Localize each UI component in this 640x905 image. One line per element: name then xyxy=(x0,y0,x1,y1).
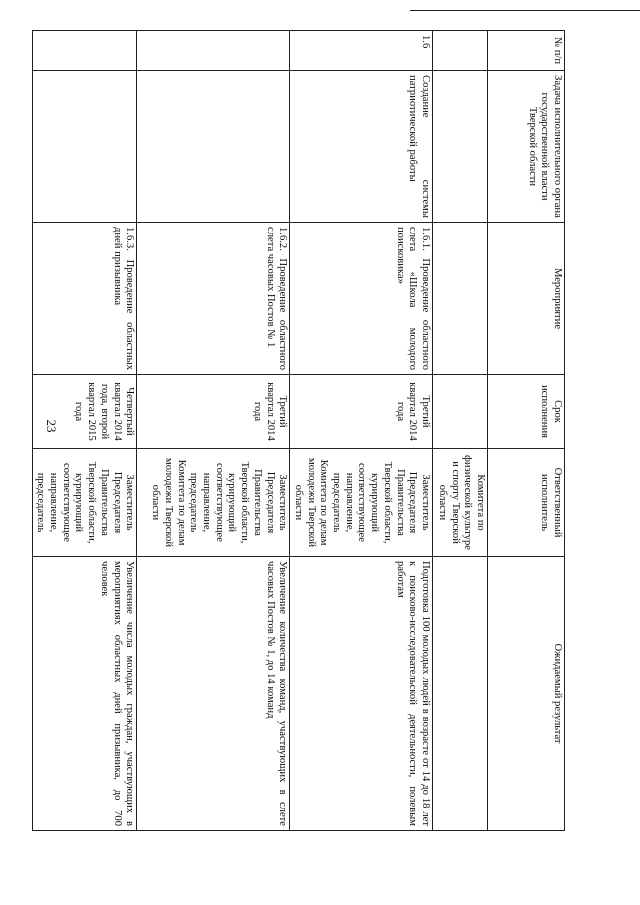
table-row xyxy=(290,31,433,831)
cell-executor: Заместитель Председателя Правительства Тверской области, курирующий соответствующее направление, председатель Комитета по делам молодежи Тверской области xyxy=(290,449,433,557)
cell-term: Третий квартал 2014 года xyxy=(137,375,290,449)
header-task: Задача исполнительного органа государственной власти Тверской области xyxy=(488,71,565,223)
cell-event xyxy=(433,223,488,375)
top-rule xyxy=(410,10,640,11)
header-executor: Ответственный исполнитель xyxy=(488,449,565,557)
cell-num xyxy=(32,31,137,71)
header-event: Мероприятие xyxy=(488,223,565,375)
cell-term: Третий квартал 2014 года xyxy=(290,375,433,449)
cell-event: 1.6.3. Проведение областных дней призывника xyxy=(32,223,137,375)
cell-executor: Комитета по физической культуре и спорту Тверской области xyxy=(433,449,488,557)
table-row xyxy=(433,31,488,831)
table-row xyxy=(137,31,290,831)
cell-term xyxy=(433,375,488,449)
header-num: № п/п xyxy=(488,31,565,71)
cell-executor: Заместитель Председателя Правительства Тверской области, курирующий соответствующее направление, председатель Комитета по делам молодежи Тверской области xyxy=(137,449,290,557)
cell-task: Создание системы патриотической работы xyxy=(290,71,433,223)
table-header-row xyxy=(488,31,565,831)
plan-table xyxy=(32,30,565,831)
cell-event: 1.6.2. Проведение областного слета часовых Постов № 1 xyxy=(137,223,290,375)
page-number: 23 xyxy=(44,419,59,433)
cell-task xyxy=(433,71,488,223)
cell-event: 1.6.1. Проведение областного слета «Школа молодого поисковика» xyxy=(290,223,433,375)
cell-num xyxy=(433,31,488,71)
header-result: Ожидаемый результат xyxy=(488,557,565,831)
cell-result: Подготовка 100 молодых людей в возрасте от 14 до 18 лет к поисково-исследовательской деятельности, полевым работам xyxy=(290,557,433,831)
cell-term: Четвертый квартал 2014 года, второй квартал 2015 года xyxy=(32,375,137,449)
table-row xyxy=(32,31,137,831)
header-term: Срок исполнения xyxy=(488,375,565,449)
cell-task xyxy=(137,71,290,223)
cell-result xyxy=(433,557,488,831)
cell-num: 1.6 xyxy=(290,31,433,71)
cell-task xyxy=(32,71,137,223)
cell-executor: Заместитель Председателя Правительства Тверской области, курирующий соответствующее направление, председатель xyxy=(32,449,137,557)
cell-result: Увеличение числа молодых граждан, участвующих в мероприятиях областных дней призывника, до 700 человек xyxy=(32,557,137,831)
cell-num xyxy=(137,31,290,71)
cell-result: Увеличение количества команд, участвующих в слете часовых Постов № 1, до 14 команд xyxy=(137,557,290,831)
